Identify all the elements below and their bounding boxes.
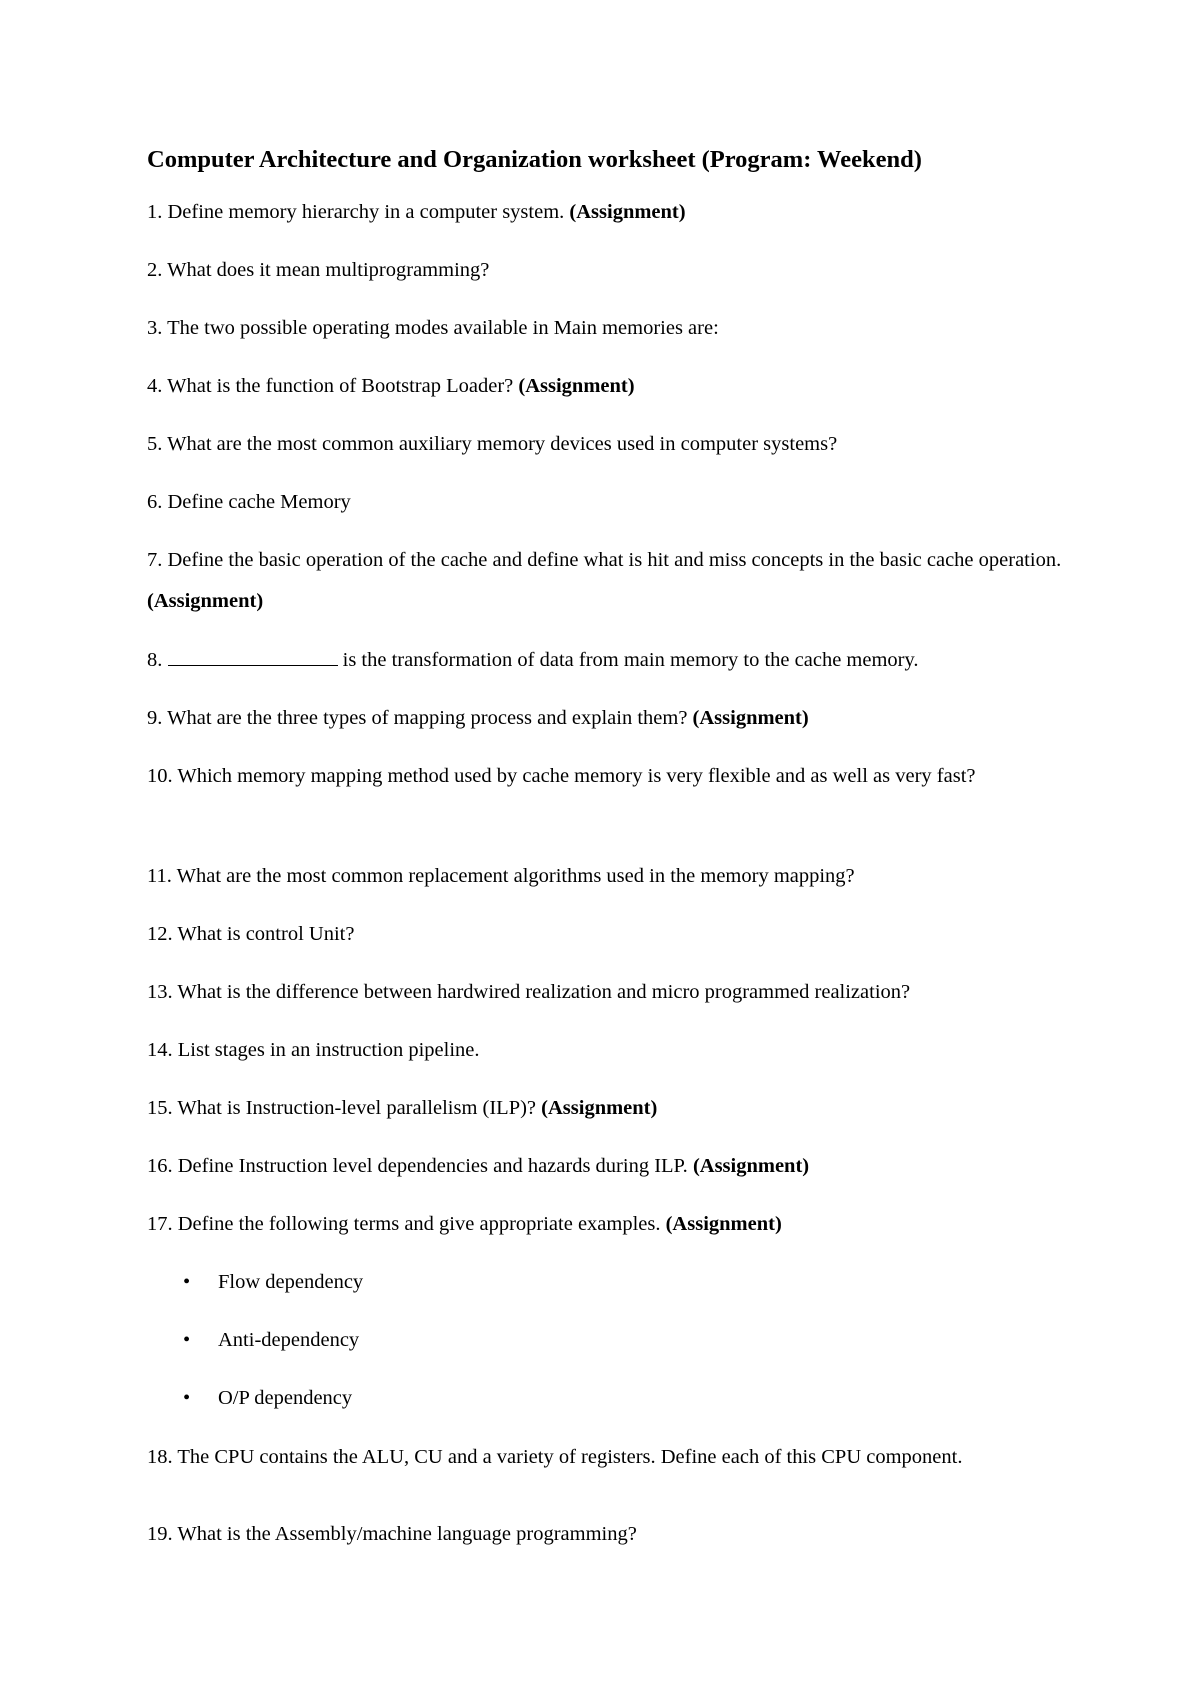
assignment-tag: (Assignment) bbox=[147, 590, 264, 612]
question-number: 2. bbox=[147, 259, 163, 281]
question-text: What is control Unit? bbox=[177, 923, 355, 945]
question-14 bbox=[147, 1030, 1064, 1071]
question-text: What is the difference between hardwired realization and micro programmed realization? bbox=[177, 981, 911, 1003]
question-5 bbox=[147, 424, 1064, 465]
question-number: 8. bbox=[147, 649, 163, 671]
question-number: 3. bbox=[147, 317, 163, 339]
assignment-tag: (Assignment) bbox=[692, 1155, 810, 1177]
assignment-tag: (Assignment) bbox=[692, 707, 809, 729]
question-text: What are the three types of mapping process and explain them? bbox=[167, 707, 688, 729]
question-12 bbox=[147, 914, 1064, 955]
question-text: Which memory mapping method used by cache memory is very flexible and as well as very fast? bbox=[177, 765, 976, 787]
question-6 bbox=[147, 482, 1064, 523]
worksheet-title: Computer Architecture and Organization worksheet (Program: Weekend) bbox=[147, 146, 922, 173]
bullet-text: O/P dependency bbox=[218, 1387, 353, 1409]
fill-in-blank bbox=[168, 646, 338, 666]
bullet-icon: • bbox=[183, 1329, 191, 1351]
question-number: 7. bbox=[147, 549, 163, 571]
question-3 bbox=[147, 308, 1064, 349]
bullet-icon: • bbox=[183, 1271, 191, 1293]
question-7 bbox=[147, 540, 1064, 622]
question-number: 9. bbox=[147, 707, 163, 729]
bullet-icon: • bbox=[183, 1387, 191, 1409]
question-number: 5. bbox=[147, 433, 163, 455]
assignment-tag: (Assignment) bbox=[518, 375, 635, 397]
bullet-text: Flow dependency bbox=[218, 1271, 364, 1293]
question-number: 10. bbox=[147, 765, 173, 787]
question-13 bbox=[147, 972, 1064, 1013]
question-text: What is the Assembly/machine language programming? bbox=[177, 1523, 637, 1545]
question-number: 4. bbox=[147, 375, 163, 397]
question-1 bbox=[147, 192, 1064, 233]
question-16 bbox=[147, 1146, 1064, 1187]
question-4 bbox=[147, 366, 1064, 407]
question-10 bbox=[147, 756, 1064, 797]
question-text: Define Instruction level dependencies and hazards during ILP. bbox=[177, 1155, 688, 1177]
bullet-item-flow-dependency bbox=[183, 1262, 363, 1303]
question-text: List stages in an instruction pipeline. bbox=[177, 1039, 480, 1061]
question-2 bbox=[147, 250, 1064, 291]
question-text: is the transformation of data from main memory to the cache memory. bbox=[342, 649, 919, 671]
question-text: Define memory hierarchy in a computer system. bbox=[167, 201, 565, 223]
question-number: 11. bbox=[147, 865, 172, 887]
question-number: 18. bbox=[147, 1446, 173, 1468]
question-text: Define the following terms and give appropriate examples. bbox=[177, 1213, 661, 1235]
question-8 bbox=[147, 640, 1064, 681]
question-number: 14. bbox=[147, 1039, 173, 1061]
assignment-tag: (Assignment) bbox=[541, 1097, 658, 1119]
bullet-item-op-dependency bbox=[183, 1378, 352, 1419]
question-number: 1. bbox=[147, 201, 163, 223]
question-15 bbox=[147, 1088, 1064, 1129]
question-11 bbox=[147, 856, 1064, 897]
question-text: What is Instruction-level parallelism (ILP)? bbox=[177, 1097, 537, 1119]
assignment-tag: (Assignment) bbox=[665, 1213, 782, 1235]
question-9 bbox=[147, 698, 1064, 739]
question-number: 16. bbox=[147, 1155, 173, 1177]
question-number: 6. bbox=[147, 491, 163, 513]
bullet-item-anti-dependency bbox=[183, 1320, 359, 1361]
question-19 bbox=[147, 1514, 1064, 1555]
question-text: What does it mean multiprogramming? bbox=[167, 259, 490, 281]
question-number: 13. bbox=[147, 981, 173, 1003]
question-text: What are the most common replacement algorithms used in the memory mapping? bbox=[176, 865, 855, 887]
question-number: 15. bbox=[147, 1097, 173, 1119]
question-number: 12. bbox=[147, 923, 173, 945]
bullet-text: Anti-dependency bbox=[218, 1329, 360, 1351]
question-text: The CPU contains the ALU, CU and a variety of registers. Define each of this CPU component. bbox=[177, 1446, 963, 1468]
question-text: What are the most common auxiliary memory devices used in computer systems? bbox=[167, 433, 838, 455]
question-number: 17. bbox=[147, 1213, 173, 1235]
question-text: The two possible operating modes available in Main memories are: bbox=[167, 317, 719, 339]
question-text: What is the function of Bootstrap Loader? bbox=[167, 375, 514, 397]
assignment-tag: (Assignment) bbox=[569, 201, 686, 223]
question-18 bbox=[147, 1442, 1064, 1472]
question-text: Define cache Memory bbox=[167, 491, 351, 513]
question-17 bbox=[147, 1204, 1064, 1245]
question-text: Define the basic operation of the cache and define what is hit and miss concepts in the basic cache operation. bbox=[167, 549, 1062, 571]
question-number: 19. bbox=[147, 1523, 173, 1545]
